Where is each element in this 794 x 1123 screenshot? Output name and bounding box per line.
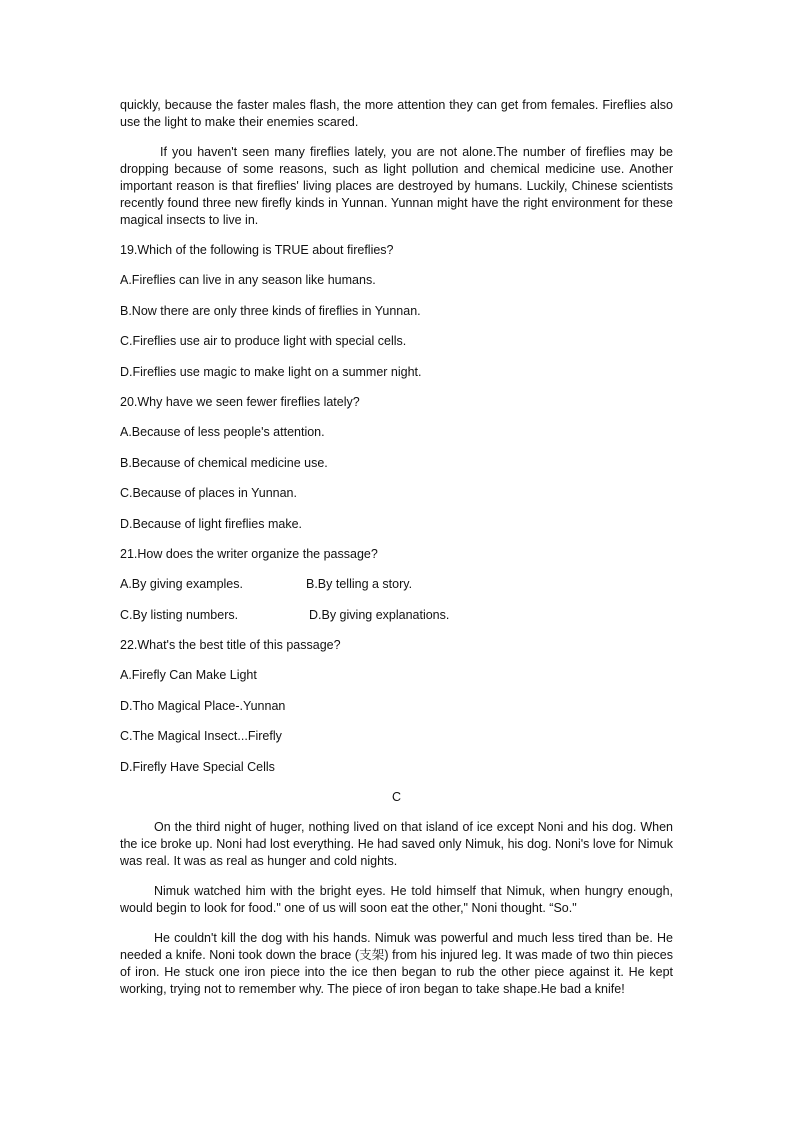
options-row-ab [120, 576, 673, 593]
question-22 [120, 637, 673, 776]
section-heading: C [391, 790, 402, 805]
passage-b-paragraph-2: If you haven't seen many fireflies lately, you are not alone.The number of fireflies may be dropping because of some reasons, such as light pollution and chemical medicine use. Another important reason is that fireflies' living places are destroyed by humans. Luckily, Chinese scientists recently found three new firefly kinds in Yunnan. Yunnan might have the right environment for these magical insects to live in. [120, 145, 673, 227]
passage-c-paragraph-2: Nimuk watched him with the bright eyes. He told himself that Nimuk, when hungry enough, would begin to look for food." one of us will soon eat the other," Noni thought. “So." [120, 884, 673, 916]
passage-b-paragraph-1: quickly, because the faster males flash, the more attention they can get from females. Fireflies also use the light to make their enemies scared. [120, 98, 673, 129]
question-stem: 22.What's the best title of this passage? [120, 638, 341, 653]
passage-c-paragraph-1: On the third night of huger, nothing lived on that island of ice except Noni and his dog. When the ice broke up. Noni had lost everything. He had saved only Nimuk, his dog. Noni's love for Nimuk was real. It was as real as hunger and cold nights. [120, 820, 673, 869]
option-a: A.Fireflies can live in any season like humans. [120, 273, 376, 288]
document-page [120, 97, 673, 1011]
question-19 [120, 242, 673, 381]
question-stem: 21.How does the writer organize the passage? [120, 546, 378, 561]
option-d: D.Fireflies use magic to make light on a summer night. [120, 364, 422, 379]
option-c: C.Because of places in Yunnan. [120, 486, 297, 501]
option-b: D.Tho Magical Place-.Yunnan [120, 698, 286, 713]
option-b: B.Because of chemical medicine use. [120, 455, 328, 470]
passage-c-paragraph-3: He couldn't kill the dog with his hands. Nimuk was powerful and much less tired than be. He needed a knife. Noni took down the brace (支架) from his injured leg. It was made of two thin pieces of iron. He stuck one iron piece into the ice then began to rub the other piece against it. He kept working, trying not to remember why. The piece of iron began to take shape.He bad a knife! [120, 931, 673, 997]
option-d: D.By giving explanations. [309, 607, 450, 622]
question-20 [120, 394, 673, 533]
option-c: C.By listing numbers. [120, 607, 239, 622]
options-row-cd [120, 607, 673, 624]
option-b: B.By telling a story. [306, 577, 413, 592]
option-c: C.Fireflies use air to produce light with special cells. [120, 334, 407, 349]
option-c: C.The Magical Insect...Firefly [120, 729, 282, 744]
option-d: D.Because of light fireflies make. [120, 516, 303, 531]
question-21 [120, 546, 673, 624]
option-a: A.Because of less people's attention. [120, 425, 325, 440]
option-a: A.Firefly Can Make Light [120, 668, 257, 683]
question-stem: 19.Which of the following is TRUE about fireflies? [120, 243, 394, 257]
question-stem: 20.Why have we seen fewer fireflies lately? [120, 394, 360, 409]
option-b: B.Now there are only three kinds of fireflies in Yunnan. [120, 303, 421, 318]
option-d: D.Firefly Have Special Cells [120, 759, 275, 774]
option-a: A.By giving examples. [120, 577, 243, 592]
